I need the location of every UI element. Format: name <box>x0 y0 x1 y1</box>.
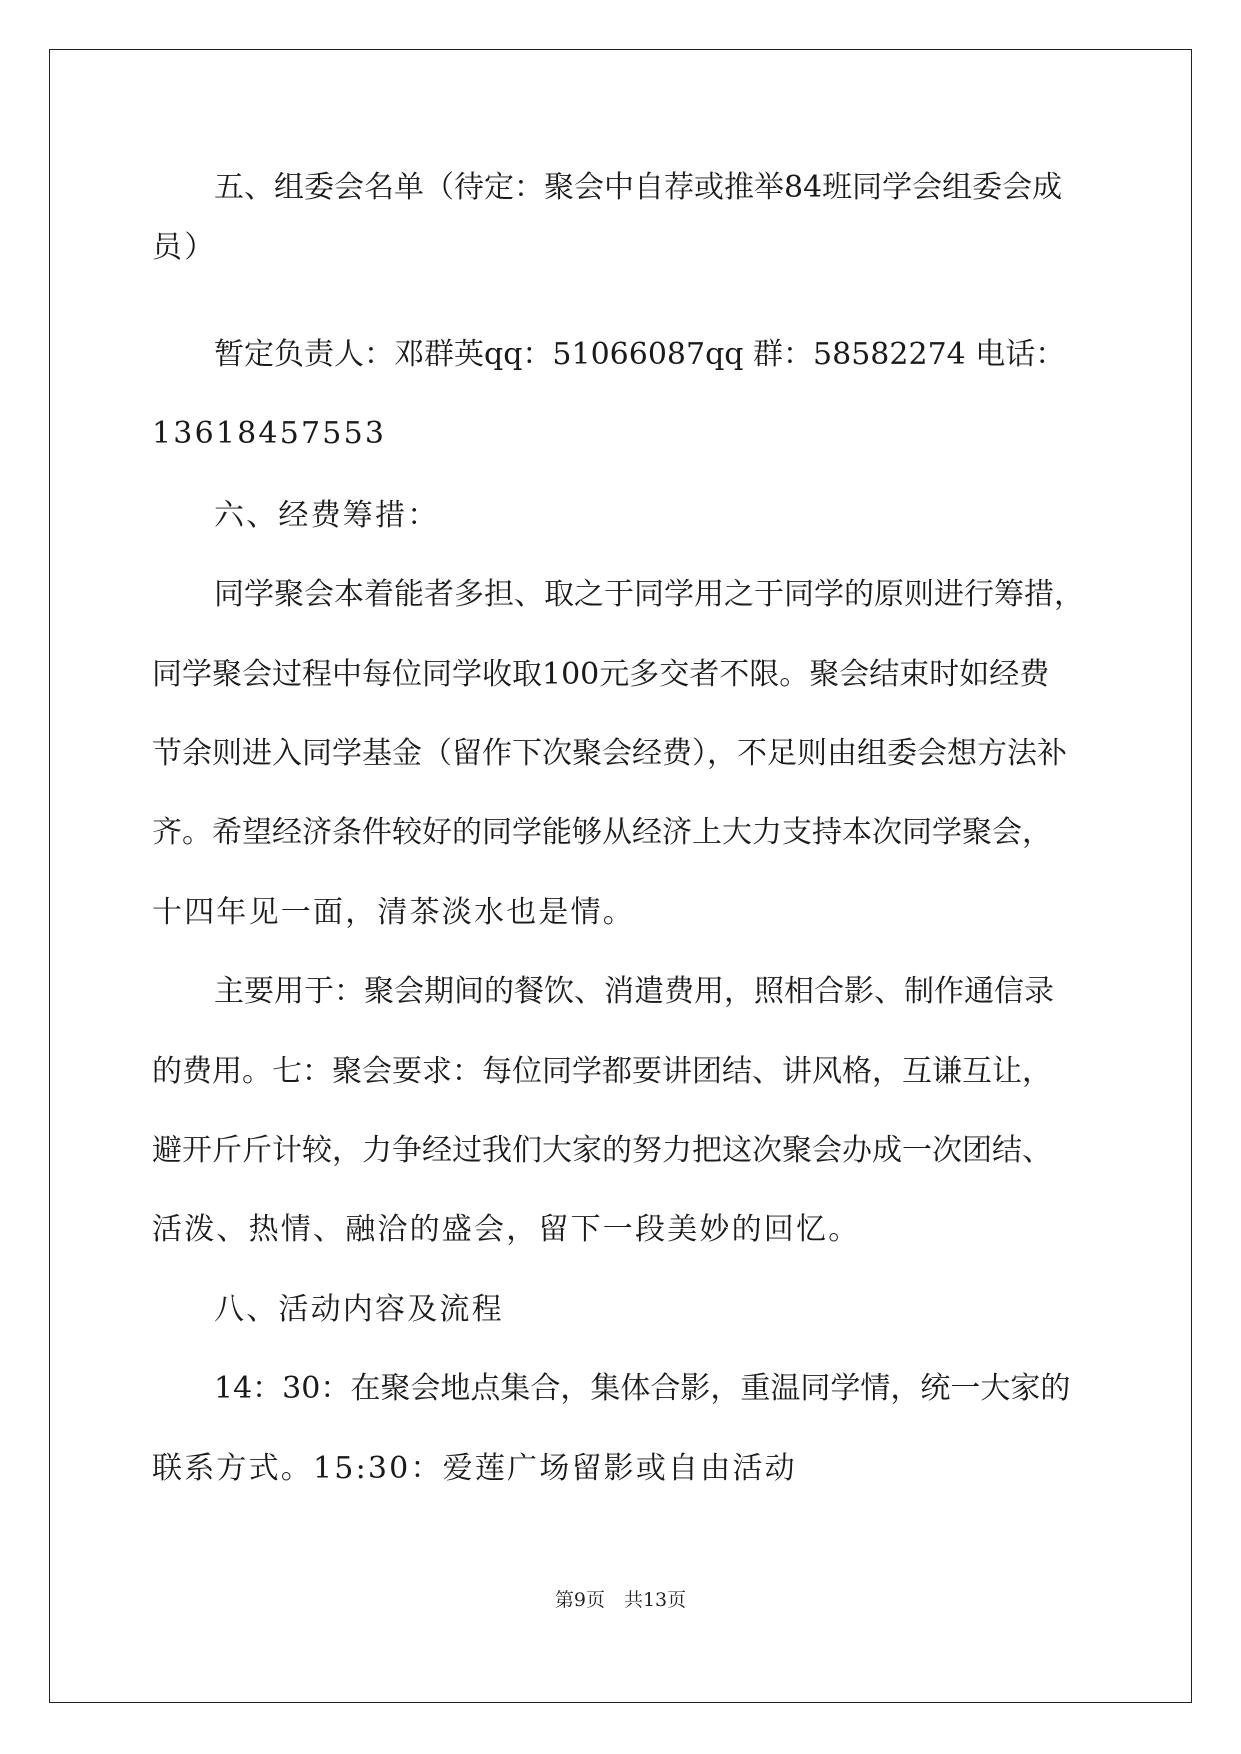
paragraph-line: 的费用。七：聚会要求：每位同学都要讲团结、讲风格，互谦互让， <box>152 1054 1052 1089</box>
paragraph-line: 员） <box>152 230 217 265</box>
paragraph-line: 五、组委会名单（待定：聚会中自荐或推举84班同学会组委会成 <box>214 170 1063 205</box>
paragraph-line: 十四年见一面，清茶淡水也是情。 <box>152 895 635 930</box>
section-heading: 八、活动内容及流程 <box>214 1292 504 1327</box>
paragraph-line: 联系方式。15:30：爱莲广场留影或自由活动 <box>152 1451 797 1486</box>
paragraph-line: 14：30：在聚会地点集合，集体合影，重温同学情，统一大家的 <box>214 1371 1071 1406</box>
paragraph-line: 避开斤斤计较，力争经过我们大家的努力把这次聚会办成一次团结、 <box>152 1133 1052 1168</box>
paragraph-line: 节余则进入同学基金（留作下次聚会经费），不足则由组委会想方法补 <box>152 736 1067 771</box>
page-number: 第9页 共13页 <box>554 1589 687 1611</box>
paragraph-line: 同学聚会本着能者多担、取之于同学用之于同学的原则进行筹措， <box>214 577 1084 612</box>
paragraph-line: 暂定负责人：邓群英qq：51066087qq 群：58582274 电话： <box>214 337 1066 372</box>
paragraph-line: 齐。希望经济条件较好的同学能够从经济上大力支持本次同学聚会， <box>152 815 1052 850</box>
section-heading: 六、经费筹措： <box>214 498 440 533</box>
paragraph-line: 13618457553 <box>152 416 387 451</box>
page-footer <box>0 1588 1241 1612</box>
paragraph-line: 活泼、热情、融洽的盛会，留下一段美妙的回忆。 <box>152 1212 861 1247</box>
paragraph-line: 主要用于：聚会期间的餐饮、消遣费用，照相合影、制作通信录 <box>214 974 1054 1009</box>
paragraph-line: 同学聚会过程中每位同学收取100元多交者不限。聚会结束时如经费 <box>152 657 1050 692</box>
